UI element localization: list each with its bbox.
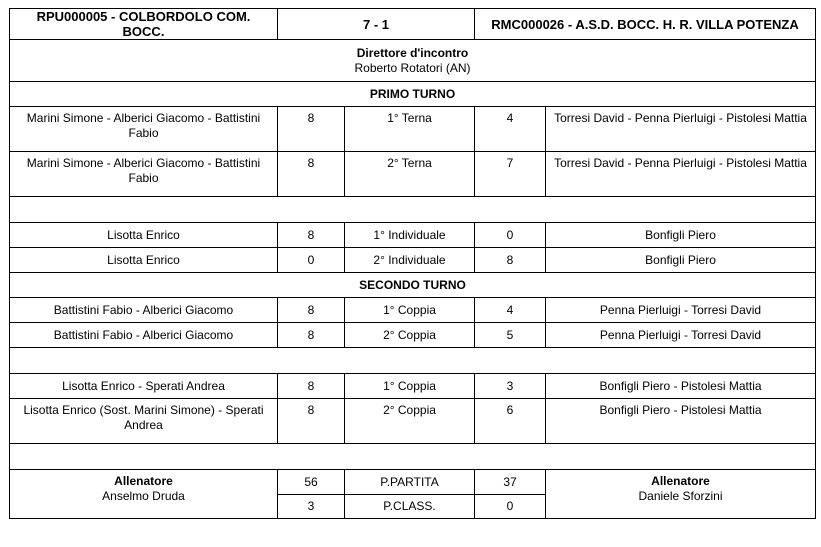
table-row [10, 298, 816, 323]
away-players: Bonfigli Piero [546, 248, 816, 273]
away-score: 0 [475, 223, 546, 248]
p-partita-label: P.PARTITA [345, 470, 475, 495]
spacer-row [10, 348, 816, 374]
home-score: 8 [278, 374, 345, 399]
director-name: Roberto Rotatori (AN) [354, 60, 471, 75]
p-class-away: 0 [475, 495, 546, 519]
p-class-label: P.CLASS. [345, 495, 475, 519]
home-players: Battistini Fabio - Alberici Giacomo [10, 323, 278, 348]
away-coach-cell [546, 470, 816, 519]
home-players: Marini Simone - Alberici Giacomo - Battistini Fabio [10, 152, 278, 197]
home-coach-label: Allenatore [114, 474, 173, 488]
table-row [10, 374, 816, 399]
home-score: 0 [278, 248, 345, 273]
match-score: 7 - 1 [278, 9, 475, 40]
home-players: Lisotta Enrico (Sost. Marini Simone) - Sperati Andrea [10, 399, 278, 444]
primo-turno-title: PRIMO TURNO [10, 82, 816, 107]
away-players: Bonfigli Piero [546, 223, 816, 248]
home-players: Lisotta Enrico [10, 223, 278, 248]
table-row [10, 323, 816, 348]
home-players: Lisotta Enrico [10, 248, 278, 273]
game-type: 1° Individuale [345, 223, 475, 248]
table-row [10, 248, 816, 273]
home-score: 8 [278, 323, 345, 348]
section-header-row [10, 273, 816, 298]
footer-row-p-partita [10, 470, 816, 495]
game-type: 1° Coppia [345, 298, 475, 323]
away-players: Bonfigli Piero - Pistolesi Mattia [546, 374, 816, 399]
spacer-cell [10, 444, 816, 470]
spacer-row [10, 444, 816, 470]
home-coach-cell [10, 470, 278, 519]
game-type: 2° Terna [345, 152, 475, 197]
section-header-row [10, 82, 816, 107]
home-score: 8 [278, 107, 345, 152]
away-players: Penna Pierluigi - Torresi David [546, 323, 816, 348]
table-row [10, 107, 816, 152]
spacer-row [10, 197, 816, 223]
match-report-sheet [9, 8, 815, 519]
table-row [10, 223, 816, 248]
home-score: 8 [278, 223, 345, 248]
home-team-name: RPU000005 - COLBORDOLO COM. BOCC. [10, 9, 278, 40]
game-type: 2° Coppia [345, 399, 475, 444]
table-row [10, 399, 816, 444]
game-type: 1° Coppia [345, 374, 475, 399]
away-score: 4 [475, 298, 546, 323]
match-header-row [10, 9, 816, 40]
home-score: 8 [278, 298, 345, 323]
home-players: Battistini Fabio - Alberici Giacomo [10, 298, 278, 323]
spacer-cell [10, 348, 816, 374]
away-score: 7 [475, 152, 546, 197]
away-score: 4 [475, 107, 546, 152]
away-players: Torresi David - Penna Pierluigi - Pistolesi Mattia [546, 107, 816, 152]
game-type: 2° Individuale [345, 248, 475, 273]
home-score: 8 [278, 152, 345, 197]
away-score: 3 [475, 374, 546, 399]
p-class-home: 3 [278, 495, 345, 519]
spacer-cell [10, 197, 816, 223]
p-partita-home: 56 [278, 470, 345, 495]
table-row [10, 152, 816, 197]
director-row [10, 40, 816, 82]
secondo-turno-title: SECONDO TURNO [10, 273, 816, 298]
away-score: 8 [475, 248, 546, 273]
match-report-table [9, 8, 816, 519]
away-players: Torresi David - Penna Pierluigi - Pistolesi Mattia [546, 152, 816, 197]
away-score: 5 [475, 323, 546, 348]
director-cell [10, 40, 816, 82]
away-players: Bonfigli Piero - Pistolesi Mattia [546, 399, 816, 444]
home-players: Lisotta Enrico - Sperati Andrea [10, 374, 278, 399]
game-type: 2° Coppia [345, 323, 475, 348]
director-label: Direttore d'incontro [356, 45, 469, 60]
game-type: 1° Terna [345, 107, 475, 152]
away-players: Penna Pierluigi - Torresi David [546, 298, 816, 323]
away-coach-label: Allenatore [651, 474, 710, 488]
home-coach-name: Anselmo Druda [102, 489, 185, 503]
home-players: Marini Simone - Alberici Giacomo - Battistini Fabio [10, 107, 278, 152]
away-score: 6 [475, 399, 546, 444]
home-score: 8 [278, 399, 345, 444]
away-team-name: RMC000026 - A.S.D. BOCC. H. R. VILLA POTENZA [475, 9, 816, 40]
away-coach-name: Daniele Sforzini [638, 489, 723, 503]
p-partita-away: 37 [475, 470, 546, 495]
